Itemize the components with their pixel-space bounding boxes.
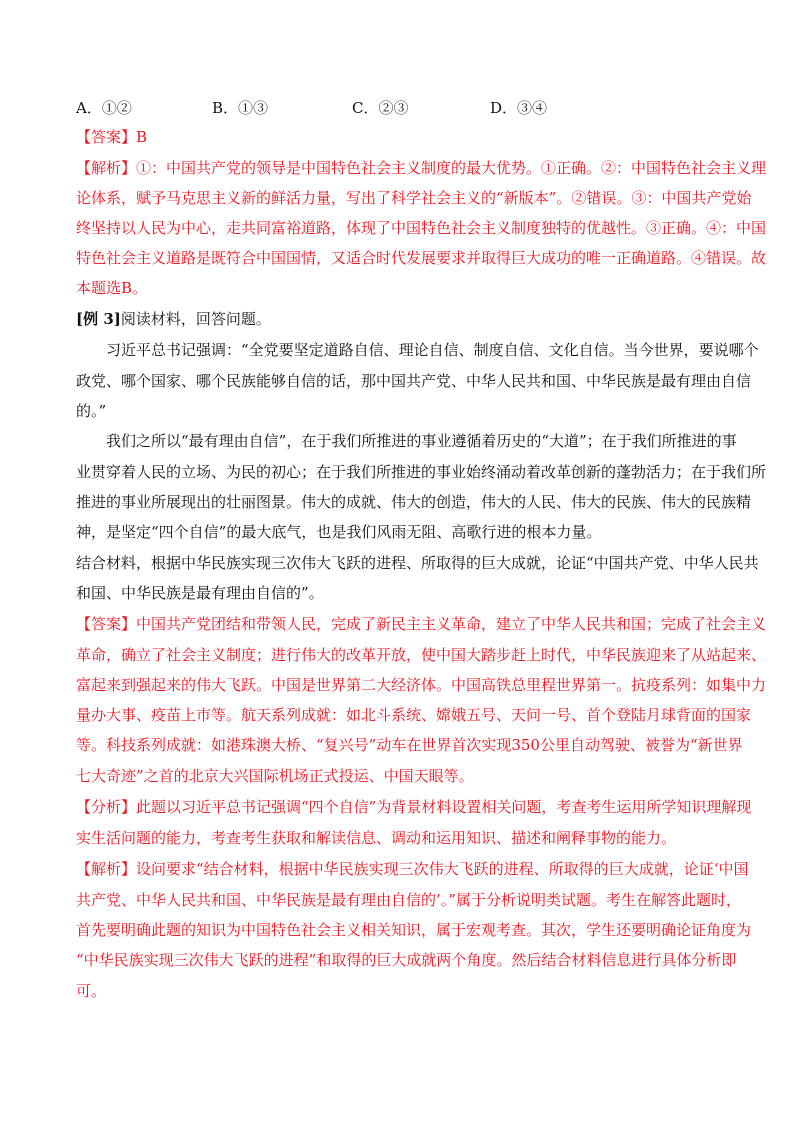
option-b: B．①③ (212, 99, 269, 117)
option-a: A．①② (76, 99, 132, 117)
ex3-answer-line: 【答案】中国共产党团结和带领人民，完成了新民主主义革命，建立了中华人民共和国；完成了社会主义 (76, 615, 767, 633)
ex3-fenxi-line: 实生活问题的能力，考查考生获取和解读信息、调动和运用知识、描述和阐释事物的能力。 (76, 829, 677, 847)
option-c: C．②③ (352, 99, 409, 117)
question-line: 和国、中华民族是最有理由自信的”。 (76, 584, 324, 602)
option-d: D．③④ (490, 99, 548, 117)
ex3-answer-line: 革命，确立了社会主义制度；进行伟大的改革开放，使中国大踏步赶上时代，中华民族迎来了从站起来、 (76, 646, 767, 664)
material-line: 神，是坚定“四个自信”的最大底气，也是我们风雨无阻、高歌行进的根本力量。 (76, 523, 602, 541)
q2-analysis-line: 本题选B。 (76, 279, 148, 297)
ex3-jiexi-line: 【解析】设问要求“结合材料，根据中华民族实现三次伟大飞跃的进程、所取得的巨大成就，论证‘中国 (76, 860, 749, 878)
material-line: 我们之所以“最有理由自信”，在于我们所推进的事业遵循着历史的“大道”；在于我们所推进的事 (106, 432, 737, 450)
ex3-answer-line: 七大奇迹”之首的北京大兴国际机场正式投运、中国天眼等。 (76, 767, 474, 785)
ex3-jiexi-line: 可。 (76, 982, 107, 1000)
q2-analysis-line: 【解析】①：中国共产党的领导是中国特色社会主义制度的最大优势。①正确。②：中国特色社会主义理 (76, 159, 767, 177)
q2-analysis-line: 终坚持以人民为中心，走共同富裕道路，体现了中国特色社会主义制度独特的优越性。③正确。④：中国 (76, 219, 767, 237)
q2-analysis-line: 论体系，赋予马克思主义新的鲜活力量，写出了科学社会主义的“新版本”。②错误。③：中国共产党始 (76, 189, 752, 207)
ex3-fenxi-line: 【分析】此题以习近平总书记强调“四个自信”为背景材料设置相关问题，考查考生运用所学知识理解现 (76, 798, 752, 816)
ex3-answer-line: 量办大事、疫苗上市等。航天系列成就：如北斗系统、嫦娥五号、天问一号、首个登陆月球背面的国家 (76, 706, 752, 724)
ex3-answer-line: 等。科技系列成就：如港珠澳大桥、“复兴号”动车在世界首次实现350公里自动驾驶、被誉为“新世界 (76, 736, 743, 754)
question-line: 结合材料，根据中华民族实现三次伟大飞跃的进程、所取得的巨大成就，论证“中国共产党、中华人民共 (76, 554, 759, 572)
material-line: 业贯穿着人民的立场、为民的初心；在于我们所推进的事业始终涌动着改革创新的蓬勃活力；在于我们所 (76, 463, 767, 481)
material-line: 习近平总书记强调：“全党要坚定道路自信、理论自信、制度自信、文化自信。当今世界，要说哪个 (106, 341, 759, 359)
ex3-answer-line: 富起来到强起来的伟大飞跃。中国是世界第二大经济体。中国高铁总里程世界第一。抗疫系列：如集中力 (76, 676, 767, 694)
material-line: 的。” (76, 402, 107, 420)
material-line: 推进的事业所展现出的壮丽图景。伟大的成就、伟大的创造，伟大的人民、伟大的民族、伟大的民族精 (76, 493, 752, 511)
example3-heading: [例 3]阅读材料，回答问题。 (76, 310, 271, 328)
q2-answer: 【答案】B (76, 128, 148, 146)
ex3-jiexi-line: “中华民族实现三次伟大飞跃的进程”和取得的巨大成就两个角度。然后结合材料信息进行具体分析即 (76, 951, 737, 969)
ex3-jiexi-line: 共产党、中华人民共和国、中华民族是最有理由自信的’。”属于分析说明类试题。考生在解答此题时， (76, 891, 741, 909)
ex3-jiexi-line: 首先要明确此题的知识为中国特色社会主义相关知识，属于宏观考查。其次，学生还要明确论证角度为 (76, 921, 752, 939)
material-line: 政党、哪个国家、哪个民族能够自信的话，那中国共产党、中华人民共和国、中华民族是最有理由自信 (76, 372, 752, 390)
q2-analysis-line: 特色社会主义道路是既符合中国国情，又适合时代发展要求并取得巨大成功的唯一正确道路。④错误。故 (76, 249, 767, 267)
